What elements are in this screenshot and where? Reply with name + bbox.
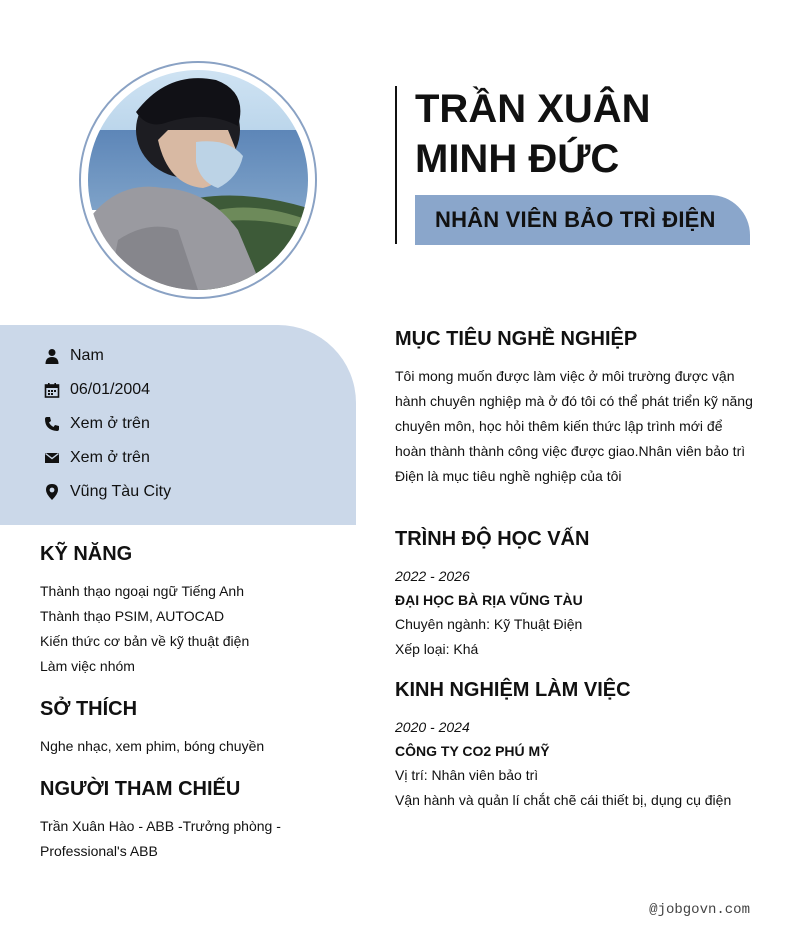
experience-heading: KINH NGHIỆM LÀM VIỆC	[395, 679, 631, 701]
phone-icon	[42, 414, 62, 434]
list-item: Thành thạo PSIM, AUTOCAD	[40, 608, 225, 624]
list-item: Thành thạo ngoại ngữ Tiếng Anh	[40, 583, 244, 599]
job-title: NHÂN VIÊN BẢO TRÌ ĐIỆN	[435, 207, 716, 232]
contact-location: Vũng Tàu City	[42, 480, 171, 504]
experience-company: CÔNG TY CO2 PHÚ MỸ	[395, 743, 550, 759]
experience-entry	[395, 715, 755, 813]
education-period: 2022 - 2026	[395, 568, 470, 584]
hobbies-heading: SỞ THÍCH	[40, 698, 138, 720]
person-icon	[42, 346, 62, 366]
list-item: Kiến thức cơ bản về kỹ thuật điện	[40, 633, 250, 649]
contact-email: Xem ở trên	[42, 446, 150, 470]
objective-text: Tôi mong muốn được làm việc ở môi trường được vận hành chuyên nghiệp mà ở đó tôi có thể phát triển kỹ năng chuyên môn, học hỏi thêm kiến thức lập trình mới để hoàn thành thành công việc được giao.Nhân viên bảo trì Điện là mục tiêu nghề nghiệp của tôi	[395, 368, 753, 484]
candidate-name: TRẦN XUÂN MINH ĐỨC	[415, 87, 651, 181]
contact-phone: Xem ở trên	[42, 412, 150, 436]
references-heading: NGƯỜI THAM CHIẾU	[40, 778, 241, 800]
calendar-icon	[42, 380, 62, 400]
skills-heading: KỸ NĂNG	[40, 543, 133, 565]
experience-position: Vị trí: Nhân viên bảo trì	[395, 767, 539, 783]
contact-panel	[0, 325, 356, 525]
avatar	[88, 70, 308, 290]
location-pin-icon	[42, 482, 62, 502]
skills-list	[40, 579, 249, 679]
education-major: Chuyên ngành: Kỹ Thuật Điện	[395, 616, 583, 632]
education-grade: Xếp loại: Khá	[395, 641, 479, 657]
mail-icon	[42, 448, 62, 468]
education-heading: TRÌNH ĐỘ HỌC VẤN	[395, 528, 590, 550]
job-title-badge	[415, 195, 750, 245]
watermark: @jobgovn.com	[649, 902, 750, 918]
experience-period: 2020 - 2024	[395, 719, 470, 735]
list-item: Làm việc nhóm	[40, 658, 135, 674]
references-text: Trần Xuân Hào - ABB -Trưởng phòng - Professional's ABB	[40, 818, 281, 859]
education-entry	[395, 564, 755, 662]
experience-description: Vận hành và quản lí chắt chẽ cái thiết bị, dụng cụ điện	[395, 792, 732, 808]
contact-gender: Nam	[42, 344, 104, 368]
hobbies-text: Nghe nhạc, xem phim, bóng chuyền	[40, 738, 265, 754]
contact-birthdate: 06/01/2004	[42, 378, 150, 402]
objective-heading: MỤC TIÊU NGHỀ NGHIỆP	[395, 328, 638, 350]
header-divider	[395, 86, 397, 244]
education-school: ĐẠI HỌC BÀ RỊA VŨNG TÀU	[395, 592, 583, 608]
